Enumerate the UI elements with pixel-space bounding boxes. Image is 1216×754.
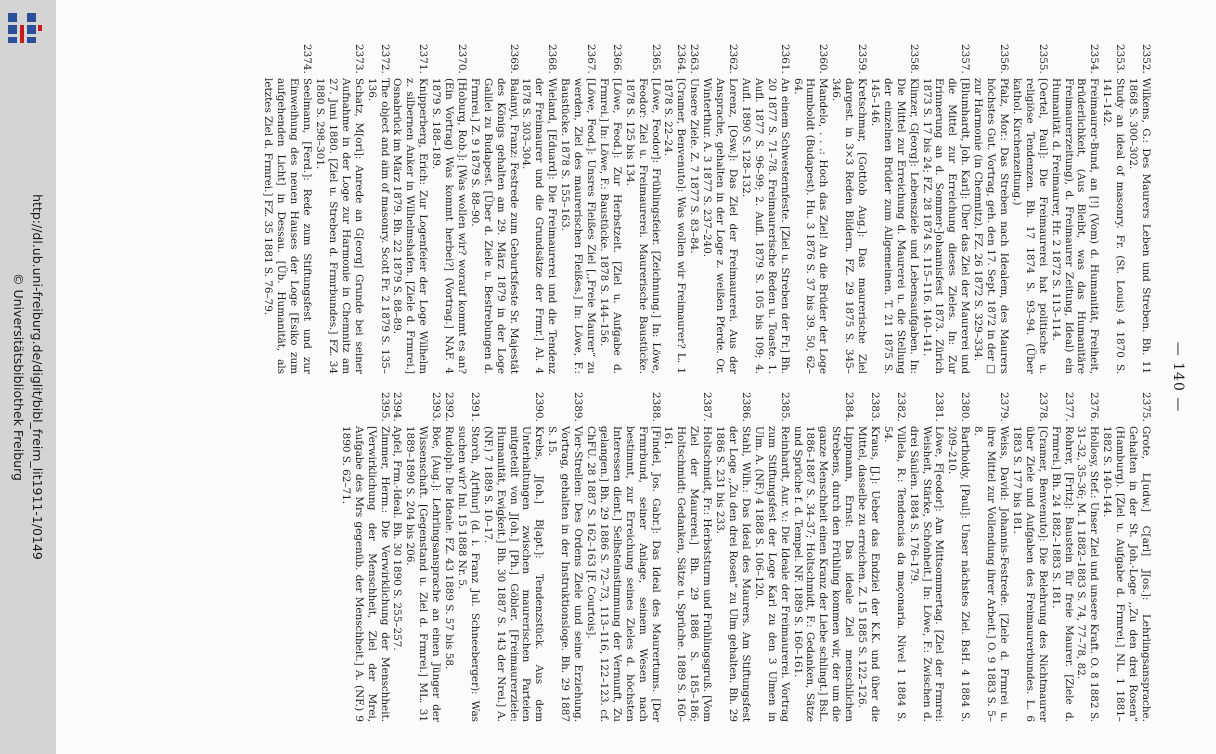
entry-text: [Findel, Jos. Gabr.]: Das Ideal des Maurertums. [Der Frmrbund, seiner Anlage, seinem Wesen nach bestimmt, zur Erreichung seines Zieles d. höchsten Interessen dient.] Selbsteinstimmung der Vernunft, Zu gelangen.] Bh. 29 1886 S. 72–73, 113–116, 122–123. cf. ChFU. 28 1887 S. 162–163 [F. Courtois]. <box>585 426 662 722</box>
entry-text: Holtschmidt, Fr.: Herbststurm und Frühlingsgruß. [Vom Ziel der Maurerei.] Bh. 29 1886 S. 185–186; Holtschmidt: Gedanken, Sätze u. Sprüche. 1889 S. 160–161. <box>662 426 714 722</box>
page-number: — 140 — <box>1170 341 1186 413</box>
entry-number: 2361. <box>778 44 791 74</box>
entry-text: Grote, L[udw.] C[arl] J[os.]: Lehrlingsansprache. Gehalten in der St. Joh.-Loge ,,Zu den drei Rosen“ (Hamburg). [Ziel u. Aufgabe d. Frmrei.] NL. 1 1881–1882 S. 140–144. <box>1101 426 1152 722</box>
bibliography-entry <box>391 44 430 374</box>
entry-text: Rohrer, [Fritz]: Baustein für freie Maurer. [Ziele d. Frmrei.] Bh. 24 1882–1883 S. 181. <box>1049 426 1075 722</box>
entry-number: 2370. <box>455 44 468 74</box>
entry-number: 2386. <box>739 392 752 422</box>
entry-number: 2363. <box>688 44 701 74</box>
entry-text: Mandelo, . . .: Hoch das Ziel! An die Brüder der Loge Humboldt (Budapest). Hu. 3 1876 S. 37 bis 39. 50, 62–64. <box>791 78 830 374</box>
bibliography-entry <box>1100 392 1152 722</box>
bibliography-entry <box>687 44 700 374</box>
bibliography-entry <box>907 392 946 722</box>
entry-text: Böe, [Aug.]: Lehrlingsansprache an einen Jünger der Wissenschaft. [Gegenstand u. Ziel d. Frmrei.] ML. 31 1889–1890 S. 204 bis 206. <box>404 426 443 722</box>
bibliography-entry <box>339 392 391 722</box>
bibliography-entry <box>481 392 546 722</box>
entry-text: Krebs, J[oh.] B[apt.]: Tendenzstück. Aus dem Unterhaltungen zwischen maurerischen Parteien mitgeteilt von J[oh.] [Ph.] Göbler. [Freimaurerziele: Humanität, Ewigkeit.] Bh. 30 1887 S. 143 der Nrei.] A. (NF.) 7 1889 S. 10–17. <box>481 426 546 722</box>
entry-number: 2371. <box>417 44 430 74</box>
entry-text: [Cramer, Benvenuto]: Die Belehrung des Nichtmaurer über Ziele und Aufgaben des Freimaurerbundes. L. 6 1883 S. 177 bis 181. <box>1010 426 1049 722</box>
entry-number: 2360. <box>817 44 830 74</box>
entry-number: 2380. <box>959 392 972 422</box>
viewer-sidebar <box>0 0 56 754</box>
entry-number: 2387. <box>701 392 714 422</box>
entry-number: 2366. <box>610 44 623 74</box>
bibliography-entry <box>1075 392 1101 722</box>
bibliography-entry <box>545 392 584 722</box>
entry-number: 2368. <box>546 44 559 74</box>
bibliography-entry <box>662 392 714 722</box>
entry-text: An einem Schwesternfeste. [Ziel u. Streben der Fr.] Bh. 20 1877 S. 71–78. Freimaurerische Reden u. Toaste. 1. Aufl. 1877 S. 96–99; 2. Aufl. 1879 S. 105 bis 109; 4. Aufl. 1890 S. 128–132. <box>739 78 791 374</box>
entry-number: 2385. <box>778 392 791 422</box>
entry-text: Stahl, Wilh.: Das Ideal des Maurers. Am Stiftungsfest der Loge ,,Zu den drei Rosen“ zu Ulm gehalten. Bh. 29 1886 S. 231 bis 233. <box>714 426 752 722</box>
entry-text: Vier-Strellen: Des Ordens Ziele und seine Erziehung. Vortrag, gehalten in der Instruktionsloge. Bh. 29 1887 S. 15. <box>546 426 585 722</box>
entry-number: 2356. <box>998 44 1011 74</box>
bibliography-entry <box>1126 44 1152 374</box>
bibliography-entry <box>829 44 868 374</box>
bibliography-entry <box>752 392 791 722</box>
entry-number: 2355. <box>1036 44 1049 74</box>
digital-library-url[interactable]: http://dl.ub.uni-freiburg.de/diglit/bibl_freim_lit1911-1/0149 <box>30 194 45 560</box>
entry-text: [Cramer, Benvenuto]: Was wollen wir Freimaurer? L. 1 1878 S. 22–24. <box>662 78 688 374</box>
bibliography-entry <box>1010 392 1049 722</box>
entry-text: [Löwe, Feod.]: Zur Herbstzeit. [Ziel u. Aufgabe d. Frmrei.] In: Löwe, F.: Baustücke. 1878 S. 144–156. <box>597 78 623 374</box>
entry-text: [Oertel, Paul]: Die Freimaurerei hat politische u. religiöse Tendenzen. Bh. 17 1874 S. 93–94. (Über kathol. Kirchenzeitung.) <box>1010 78 1049 374</box>
bibliography-entry <box>1049 392 1075 722</box>
left-column <box>261 44 1152 374</box>
bibliography-entry <box>868 44 920 374</box>
entry-number: 2379. <box>998 392 1011 422</box>
bibliography-entry <box>946 392 972 722</box>
bibliography-entry <box>1010 44 1049 374</box>
bibliography-entry <box>1100 44 1126 374</box>
entry-text: Knipperberg, Erich: Zur Logenfeier der Loge Wilhelm z. silbernen Anker in Wilhelmshafen. [Ziele d. Frmrei.] Osnabrück im März 1879. Bh. 22 1879 S. 88–89. <box>391 78 430 374</box>
bibliography-entry <box>971 44 1010 374</box>
entry-text: [Blumhardt, Joh. Karl]: Über das Ziel der Maurerei und die Mittel zur Erreichung dieses Zieles. In: Zur Erinnerung an d. Sommer-Johannisfest 1873. Zürich 1873 S. 17 bis 24; FZ. 28 1874 S. 115–116. 140–141. <box>920 78 972 374</box>
entry-number: 2367. <box>585 44 598 74</box>
bibliography-entry <box>920 44 972 374</box>
entry-text: Klinzer, G[eorg]: Lebensziele und Lebensaufgaben. In: Die Mittel zur Erreichung d. Maurerei u. die Stellung der einzelnen Brüder zum Allgemeinen. T. 21 1875 S. 145–146. <box>868 78 920 374</box>
entry-number: 2393. <box>430 392 443 422</box>
entry-text: Schatz, M[ori]: Anrede an G[eorg] Grunde bei seiner Aufnahme in der Loge zur Harmonie in Chemnitz am 27. Juni 1880. [Ziel u. Streben d. Frmrbundes.] FZ. 34 1880 S. 298–301. <box>314 78 365 374</box>
entry-number: 2372. <box>378 44 391 74</box>
bibliography-entry <box>739 44 791 374</box>
entry-text: Lorenz, [Osw.]: Das Ziel der Freimaurerei. Aus der Ansprache, gehalten in der Loge z. weißen Pferde. Or. Winterthur. A. 3 1877 S. 237–240. <box>701 78 739 374</box>
entry-number: 2382. <box>894 392 907 422</box>
bibliography-entry <box>584 392 661 722</box>
entry-number: 2378. <box>1036 392 1049 422</box>
bibliography-entry <box>365 44 391 374</box>
entry-number: 2364. <box>675 44 688 74</box>
entry-text: [Hoburg, Rob.]: [Was wollen wir? worauf kommt es an? (Ein Vortrag) Was kommt herbei?] (Vortrag.] NAF. 4 1879 S. 188–189. <box>430 78 468 374</box>
entry-number: 2383. <box>868 392 881 422</box>
bibliography-entry <box>971 392 1010 722</box>
copyright-notice: © Universitätsbibliothek Freiburg <box>11 273 26 481</box>
right-column <box>339 392 1152 722</box>
bibliography-entry <box>442 392 455 722</box>
entry-number: 2369. <box>507 44 520 74</box>
entry-text: Villela, R.: Tendencias da maçonaria. Nivel 1 1884 S. 54. <box>881 426 907 722</box>
bibliography-entry <box>662 44 688 374</box>
entry-number: 2381. <box>933 392 946 422</box>
bibliography-entry <box>429 44 468 374</box>
entry-number: 2390. <box>533 392 546 422</box>
entry-number: 2354. <box>1088 44 1101 74</box>
entry-number: 2394. <box>391 392 404 422</box>
entry-number: 2357. <box>959 44 972 74</box>
bibliography-entry <box>623 44 662 374</box>
entry-number: 2362. <box>727 44 739 74</box>
bibliography-entry <box>455 392 481 722</box>
entry-number: 2389. <box>572 392 585 422</box>
entry-text: Wieland, [Eduard]: Die Freimaurerei und die Tendenz der Freimaurer und die Grundsätze der Frmr.] Al. 4 1878 S. 303–304. <box>520 78 559 374</box>
entry-text: The object and aim of masonry. Scott Fr. 2 1879 S. 135–136. <box>365 78 391 374</box>
entry-text: [Löwe, Feod.]: Unsres Fleißes Ziel [,,Freie Maurer“ zu werden, Ziel des maurerischen Fleißes.] In: Löwe, F.: Baustücke. 1878 S. 155–163. <box>559 78 598 374</box>
entry-text: [Löwe, Feodor]: Frühlingsfeier. [Zeichnung.] In: Löwe, Feodor: Ziel u. Freimaurerei. Maurerische Baustücke. 1878 S. 125 bis 134. <box>623 78 662 374</box>
entry-number: 2353. <box>1114 44 1127 74</box>
entry-number: 2374. <box>301 44 314 74</box>
bibliography-entry <box>791 392 856 722</box>
entry-number: 2395. <box>378 392 391 422</box>
bibliography-entry <box>881 392 907 722</box>
vertical-caption <box>5 0 51 754</box>
entry-text: Balanyi, Franz: Festrede zum Geburtsfeste Sr. Majestät des Königs gehalten am 29. März 1879 in der Loge Galilei zu Budapest. [Über d. Ziele u. Bestrebungen d. Frmrei.] Z. 9 1879 S. 88–90. <box>468 78 520 374</box>
bibliography-entry <box>713 392 752 722</box>
entry-text: Seelmann, [Ferd.]: Rede zum Stiftungsfest und zur Einweihung des neuen Hauses der Loge [Esiko zum aufgehenden Licht] in Dessau. [Üb. Humanität, als letztes Ziel d. Frmrei.] FZ. 35 1881 S. 76–79. <box>262 78 314 374</box>
entry-text: Apfel, Frm.-Ideal. Bh. 30 1890 S. 255–257. <box>391 426 404 651</box>
bibliography-entry <box>700 44 739 374</box>
entry-text: Pfalz, Mor.: Das Streben nach Idealem, des Maurers höchstes Gut. Vortrag, geh. den 17. Sept. 1872 in der □ zur Harmonie (in Chemnitz). FZ. 26 1872 S. 329–334. <box>972 78 1011 374</box>
entry-text: Storch, A[rthur] (d. i. Franz Jul. Schneeberger): Was suchen wir? Inl. 15 1888 Nr. 5. <box>455 426 481 722</box>
entry-text: Lippmann, Ernst: Das ideale Ziel menschlichen Strebens, durch den Frühling kommen wir, der um die ganze Menschheit einen Kranz der Liebe schlingt.] BsL. 1886–1887 S. 34–37; Holtschmidt, F.: Gedanken, Sätze und Sprüche f. d. Tempel. NF. 1889 S. 160–161. <box>791 426 856 722</box>
entry-text: Weiss, David: Johannis-Festrede. [Ziele d. Frmrei u. ihre Mittel zur Vollendung ihrer Arbeit.] O. 9 1883 S. 5–8. <box>972 426 1011 722</box>
bibliography-entry <box>313 44 365 374</box>
entry-text: Study an ideal of masonry. Fr. (St. Louis) 4 1870 S. 141–142. <box>1101 78 1127 374</box>
entry-number: 2359. <box>856 44 869 74</box>
entry-number: 2391. <box>468 392 481 422</box>
bibliography-entry <box>468 44 520 374</box>
entry-text: Unsere Ziele. Z. 7 1877 S. 83–84. <box>688 78 701 254</box>
bibliography-entry <box>520 44 559 374</box>
entry-number: 2384. <box>843 392 856 422</box>
bibliography-entry <box>261 44 313 374</box>
bibliography-entry <box>558 44 597 374</box>
bibliography-entry <box>855 392 881 722</box>
bibliography-entry <box>403 392 442 722</box>
entry-number: 2375. <box>1140 392 1152 422</box>
entry-text: Kretschmar, [Gottlob Aug.]: Das maurerische Ziel dargest. in 3×3 Reden Bildern. FZ. 29 1875 S. 345–346. <box>830 78 869 374</box>
entry-number: 2358. <box>907 44 920 74</box>
entry-number: 2365. <box>649 44 662 74</box>
entry-text: Freimaurer-Bund, an [!] (Vom) d. Humanität, Freiheit, Brüderlichkeit, (Aus Bleibt, was das Humanitäre Freimaurerzeitung), d. Freimaurer Zeitung, Ideal) ein Humanität. d. Freimaurer, Hr. 2 1872 S. 113–114. <box>1049 78 1101 374</box>
entry-text: Rudolph: Die Ideale. FZ. 43 1889 S. 57 bis 58. <box>443 426 456 670</box>
entry-number: 2373. <box>352 44 365 74</box>
entry-text: Hollosy, Stef.: Unser Ziel und unsere Kraft. O. 8 1882 S. 31–32, 35–36; M. 1 1882–1883 S. 74, 77–78, 82. <box>1075 426 1101 722</box>
entry-text: Reinhardt, Aur. v.: Die Ideale der Freimaurerei. Vortrag zum Stiftungsfest der Loge Karl zu den 3 Ulmen in Ulm. A. (NF.) 4 1888 S. 106–120. <box>752 426 791 722</box>
entry-number: 2392. <box>443 392 456 422</box>
entry-number: 2377. <box>1062 392 1075 422</box>
scanned-page-area <box>56 0 1216 754</box>
entry-number: 2352. <box>1140 44 1152 74</box>
rotated-page <box>56 0 1216 754</box>
entry-text: Bartholdy, [Paul]: Unser nächstes Ziel. BsH. 4 1884 S. 209–210. <box>946 426 972 722</box>
bibliography-entry <box>1049 44 1101 374</box>
entry-text: Löwe, F[eodor]: Am Mittsommertag. [Ziel der Frmrei: Weisheit, Stärke, Schönheit.] In: Löwe, F.: Zwischen d. drei Säulen. 1884 S. 176–179. <box>907 426 946 722</box>
bibliography-entry <box>597 44 623 374</box>
entry-text: Wilkens, G.: Des Maurers Leben und Streben. Bh. 11 1868 S. 300–302. <box>1127 78 1152 374</box>
entry-text: Kraus, [J.]: Ueber das Endziel der K.K. und über die Mittel, dasselbe zu erreichen. Z. 15 1885 S. 122–126. <box>856 426 881 722</box>
bibliography-entry <box>791 44 830 374</box>
entry-number: 2376. <box>1088 392 1101 422</box>
entry-text: Zimmer, Herm.: Die Verwirklichung der Menschheit. [Verwirklichung der Menschheit, Ziel der Mrei, Aufgabe des Mrs gegenüb. der Menschheit.] A. (NF.) 9 1890 S. 62–71. <box>339 426 391 722</box>
bibliography-entry <box>391 392 404 722</box>
entry-number: 2388. <box>649 392 662 422</box>
